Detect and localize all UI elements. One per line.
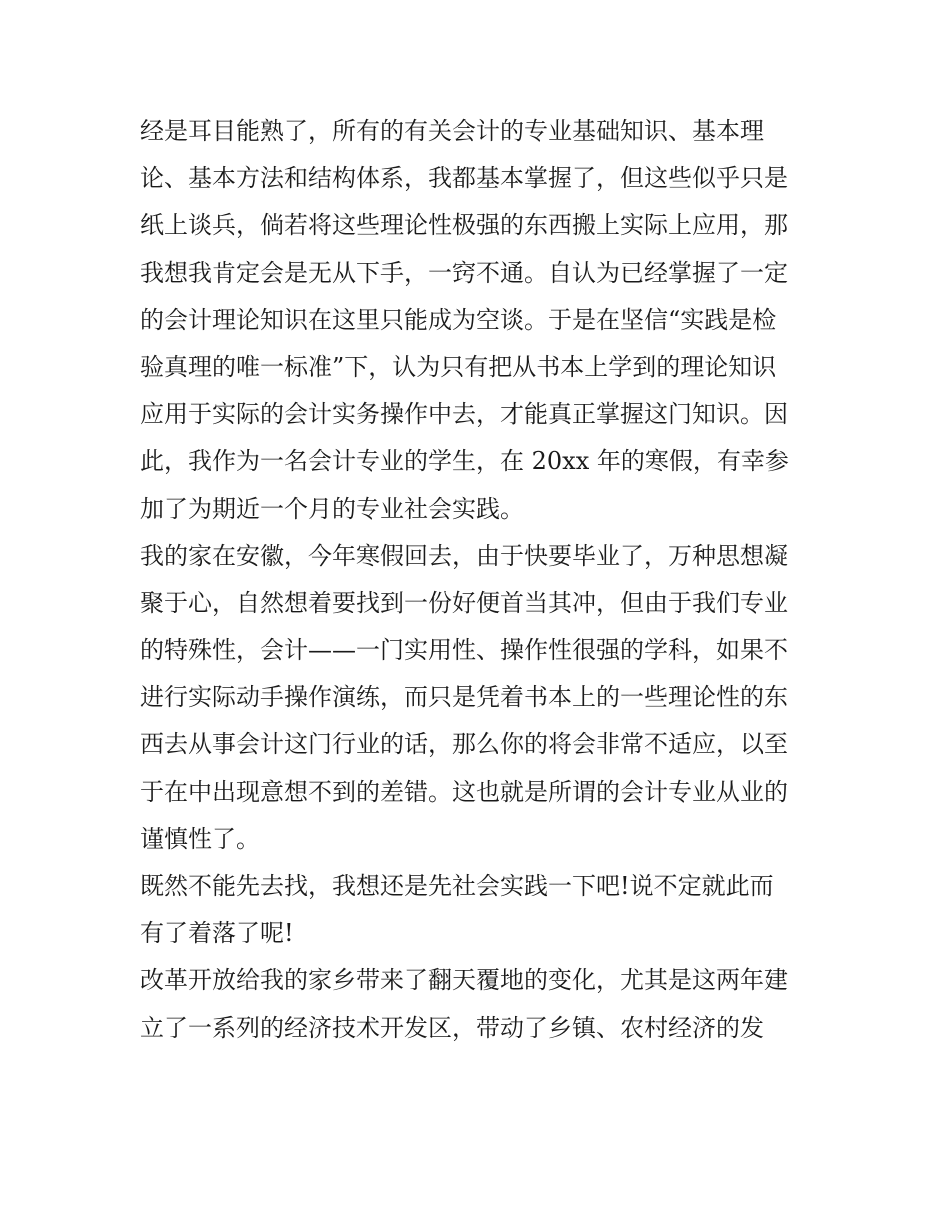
text-line: 进行实际动手操作演练，而只是凭着书本上的一些理论性的东 [140,683,788,712]
text-line: 我的家在安徽，今年寒假回去，由于快要毕业了，万种思想凝 [140,541,788,570]
text-line: 改革开放给我的家乡带来了翻天覆地的变化，尤其是这两年建 [140,966,788,995]
text-line: 此，我作为一名会计专业的学生，在 20xx 年的寒假，有幸参 [140,447,789,476]
text-line: 于在中出现意想不到的差错。这也就是所谓的会计专业从业的 [140,777,788,806]
text-line: 既然不能先去找，我想还是先社会实践一下吧!说不定就此而 [140,872,774,900]
text-line: 经是耳目能熟了，所有的有关会计的专业基础知识、基本理 [140,117,764,145]
text-line: 谨慎性了。 [140,824,260,853]
text-line: 论、基本方法和结构体系，我都基本掌握了，但这些似乎只是 [140,164,788,193]
text-line: 立了一系列的经济技术开发区，带动了乡镇、农村经济的发 [140,1013,764,1042]
text-line: 聚于心，自然想着要找到一份好便首当其冲，但由于我们专业 [140,588,788,617]
document-body [140,108,812,1052]
text-line: 有了着落了呢! [140,919,294,948]
text-line: 的会计理论知识在这里只能成为空谈。于是在坚信“实践是检 [140,305,777,334]
text-line: 应用于实际的会计实务操作中去，才能真正掌握这门知识。因 [140,400,788,429]
text-line: 我想我肯定会是无从下手，一窍不通。自认为已经掌握了一定 [140,258,788,287]
text-line: 加了为期近一个月的专业社会实践。 [140,494,524,523]
text-line: 纸上谈兵，倘若将这些理论性极强的东西搬上实际上应用，那 [140,211,788,240]
text-line: 的特殊性，会计——一门实用性、操作性很强的学科，如果不 [140,636,788,665]
text-line: 西去从事会计这门行业的话，那么你的将会非常不适应，以至 [140,730,788,759]
text-line: 验真理的唯一标准”下，认为只有把从书本上学到的理论知识 [140,352,777,381]
